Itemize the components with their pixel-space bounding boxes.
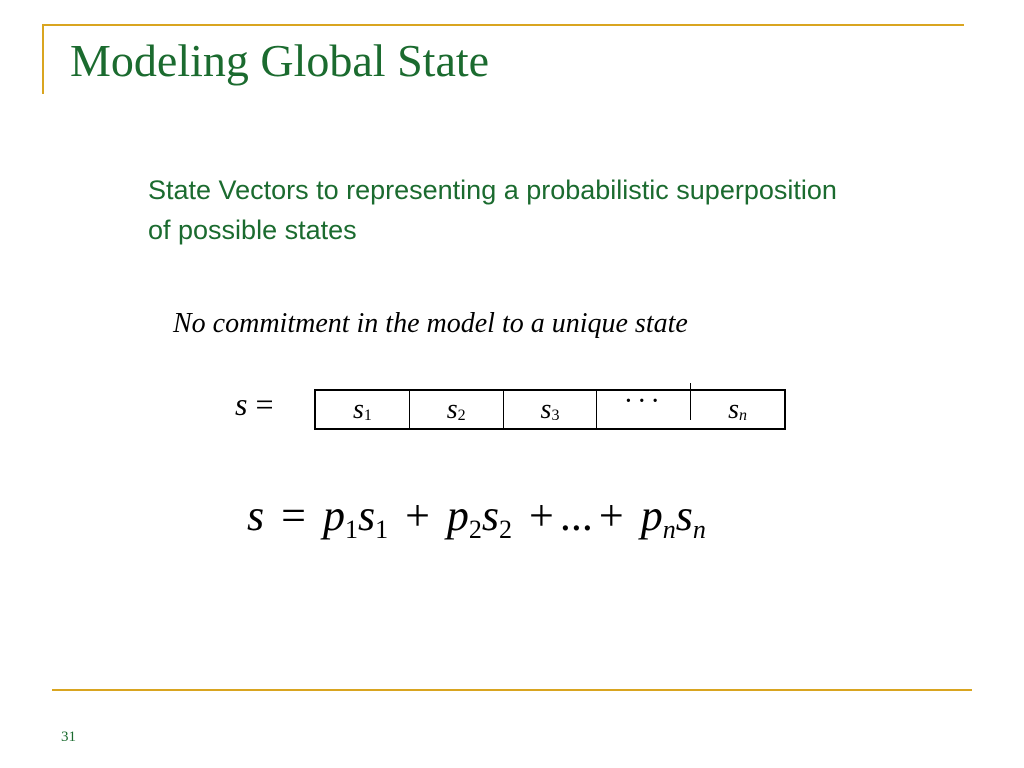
vector-cell-ellipsis xyxy=(597,383,691,420)
term-1-s: s xyxy=(357,491,376,540)
cell-1-base: s xyxy=(352,393,364,425)
term-2-s: s xyxy=(481,491,500,540)
formula-plus-3: + xyxy=(598,491,624,540)
vector-label-var: s xyxy=(235,386,248,422)
term-n-p: p xyxy=(640,491,663,540)
bullet-text: State Vectors to representing a probabilistic superposition of possible states xyxy=(148,175,837,245)
vector-cell-3 xyxy=(504,391,598,428)
note-text: No commitment in the model to a unique state xyxy=(173,308,688,339)
cell-n-base: s xyxy=(728,393,740,425)
term-2-p-sub: 2 xyxy=(468,515,482,544)
superposition-formula xyxy=(247,490,706,544)
page-number: 31 xyxy=(61,729,76,745)
term-n-s: s xyxy=(675,491,693,540)
term-2-s-sub: 2 xyxy=(499,515,513,544)
formula-ellipsis: ... xyxy=(559,491,593,540)
formula-eq: = xyxy=(281,491,306,540)
footer-rule xyxy=(52,689,972,691)
slide-title: Modeling Global State xyxy=(70,35,490,86)
vector-cell-1 xyxy=(316,391,410,428)
term-1-p-sub: 1 xyxy=(344,515,358,544)
term-n-p-sub: n xyxy=(662,515,676,544)
cell-2-base: s xyxy=(446,393,458,425)
term-n-s-sub: n xyxy=(692,515,706,544)
term-1-s-sub: 1 xyxy=(375,515,389,544)
vector-cell-n xyxy=(691,391,784,428)
cell-1-sub: 1 xyxy=(363,406,372,424)
frame-left-rule xyxy=(42,24,44,94)
frame-top-rule xyxy=(42,24,964,26)
cell-3-sub: 3 xyxy=(551,406,560,424)
formula-lhs: s xyxy=(247,491,265,540)
cell-n-sub: n xyxy=(739,406,748,424)
vector-cell-2 xyxy=(410,391,504,428)
state-vector xyxy=(314,385,786,430)
formula-plus-2: + xyxy=(529,491,554,540)
formula-plus-1: + xyxy=(405,491,430,540)
vector-label-eq: = xyxy=(255,386,274,422)
vector-label xyxy=(235,386,274,423)
term-1-p: p xyxy=(322,491,345,540)
cell-2-sub: 2 xyxy=(457,406,466,424)
cell-ellipsis-text: ··· xyxy=(623,385,664,417)
cell-3-base: s xyxy=(540,393,552,425)
term-2-p: p xyxy=(446,491,469,540)
